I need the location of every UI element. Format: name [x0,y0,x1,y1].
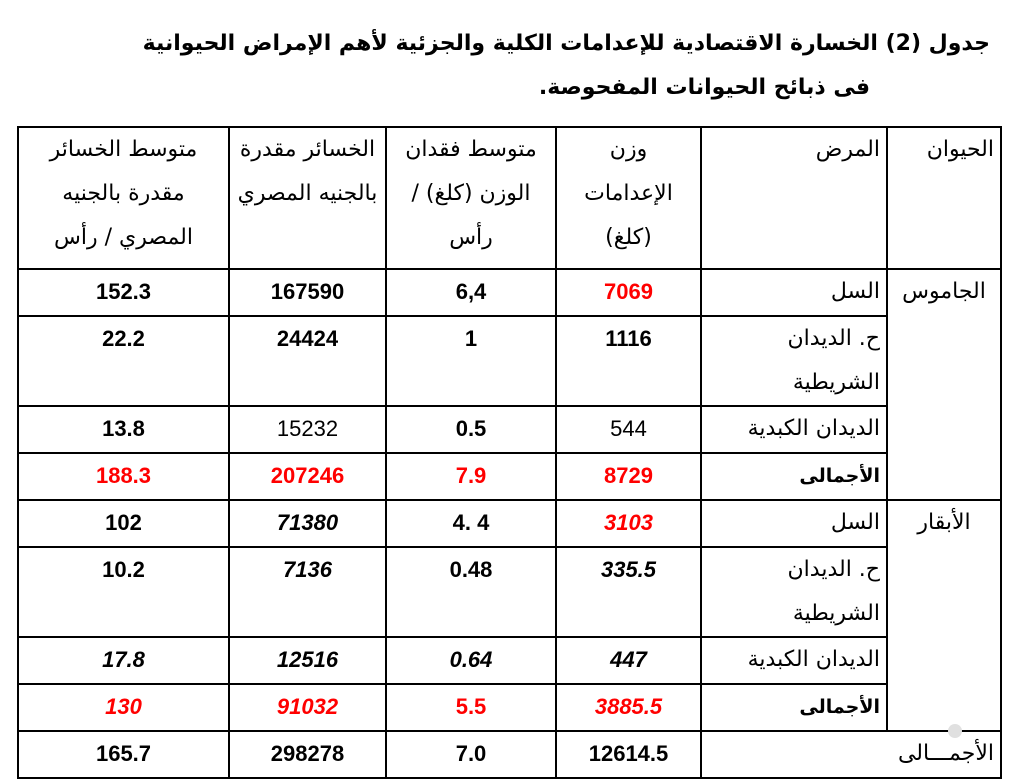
avg-losses-cell: 130 [18,684,229,731]
caption-line-1: جدول (2) الخسارة الاقتصادية للإعدامات الكلية والجزئية لأهم الإمراض الحيوانية [142,31,990,56]
weight-cell: 1116 [556,316,701,406]
losses-cell: 15232 [229,406,386,453]
weight-cell: 7069 [556,269,701,316]
grand-total-row [18,731,1001,778]
avg-loss-cell: 7.9 [386,453,556,500]
disease-cell: السل [701,500,887,547]
table-row [18,637,1001,684]
losses-cell: 207246 [229,453,386,500]
table-row [18,406,1001,453]
table-row [18,500,1001,547]
table-row [18,316,1001,406]
avg-losses-cell: 152.3 [18,269,229,316]
avg-losses-cell: 13.8 [18,406,229,453]
losses-cell: 167590 [229,269,386,316]
weight-cell: 447 [556,637,701,684]
disease-cell: ح. الديدان الشريطية [701,316,887,406]
losses-cell: 91032 [229,684,386,731]
disease-cell: السل [701,269,887,316]
table-row-total [18,453,1001,500]
header-avg-losses: متوسط الخسائر مقدرة بالجنيه المصري / رأس [18,127,229,269]
disease-cell: الأجمالى [701,453,887,500]
caption-line-2: فى ذبائح الحيوانات المفحوصة. [538,75,870,100]
avg-losses-cell: 22.2 [18,316,229,406]
weight-cell: 544 [556,406,701,453]
grand-total-avg-loss: 7.0 [386,731,556,778]
avg-loss-cell: 1 [386,316,556,406]
avg-losses-cell: 17.8 [18,637,229,684]
header-row [18,127,1001,269]
table-row-total [18,684,1001,731]
disease-cell: الديدان الكبدية [701,406,887,453]
avg-losses-cell: 10.2 [18,547,229,637]
losses-cell: 12516 [229,637,386,684]
table-caption [40,22,990,110]
disease-cell: ح. الديدان الشريطية [701,547,887,637]
losses-cell: 7136 [229,547,386,637]
losses-cell: 71380 [229,500,386,547]
table-row [18,269,1001,316]
animal-cattle: الأبقار [887,500,1001,731]
header-weight: وزن الإعدامات (كلغ) [556,127,701,269]
avg-losses-cell: 188.3 [18,453,229,500]
grand-total-losses: 298278 [229,731,386,778]
header-losses: الخسائر مقدرة بالجنيه المصري [229,127,386,269]
avg-loss-cell: 6,4 [386,269,556,316]
avg-loss-cell: 0.48 [386,547,556,637]
animal-buffalo: الجاموس [887,269,1001,500]
grand-total-label: الأجمـــالى [701,731,1001,778]
grand-total-avg-losses: 165.7 [18,731,229,778]
avg-losses-cell: 102 [18,500,229,547]
weight-cell: 8729 [556,453,701,500]
weight-cell: 3885.5 [556,684,701,731]
avg-loss-cell: 0.64 [386,637,556,684]
slide-marker-icon [948,724,962,738]
weight-cell: 3103 [556,500,701,547]
weight-cell: 335.5 [556,547,701,637]
grand-total-weight: 12614.5 [556,731,701,778]
header-avg-weight-loss: متوسط فقدان الوزن (كلغ) / رأس [386,127,556,269]
avg-loss-cell: 4 .4 [386,500,556,547]
table-row [18,547,1001,637]
header-animal: الحيوان [887,127,1001,269]
header-disease: المرض [701,127,887,269]
loss-table [17,126,1002,779]
avg-loss-cell: 5.5 [386,684,556,731]
disease-cell: الديدان الكبدية [701,637,887,684]
disease-cell: الأجمالى [701,684,887,731]
losses-cell: 24424 [229,316,386,406]
avg-loss-cell: 0.5 [386,406,556,453]
